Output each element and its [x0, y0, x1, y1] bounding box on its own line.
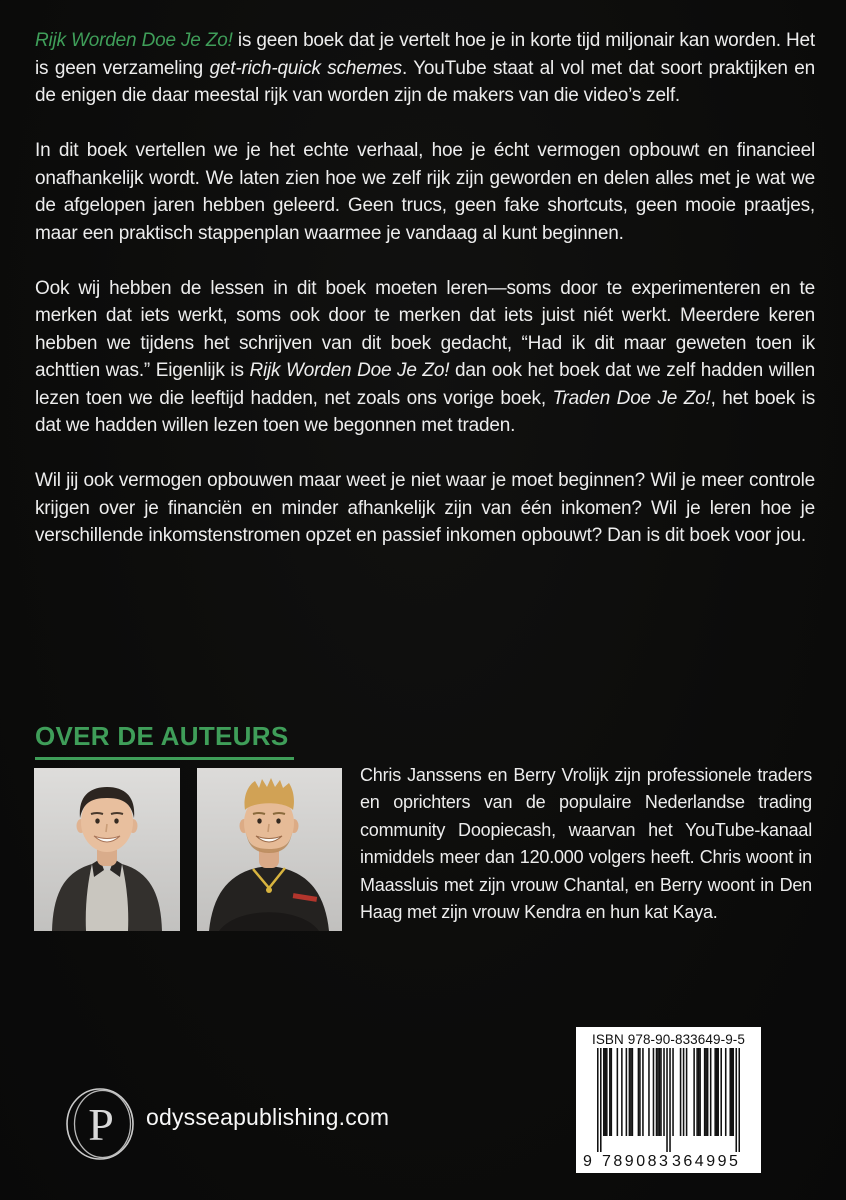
synopsis-italic-phrase: get-rich-quick schemes [209, 57, 402, 79]
book-title-inline: Rijk Worden Doe Je Zo! [35, 30, 233, 51]
synopsis-text: is geen boek dat je vertelt hoe je in korte tijd miljonair kan worden. Het is geen verzameling [35, 30, 815, 79]
isbn-label: ISBN 978-90-833649-9-5 [591, 1032, 746, 1047]
synopsis-paragraph-1 [35, 27, 815, 110]
book-title-inline: Rijk Worden Doe Je Zo! [249, 360, 450, 381]
previous-book-title-inline: Traden Doe Je Zo! [552, 387, 711, 409]
synopsis-paragraph-4: Wil jij ook vermogen opbouwen maar weet je niet waar je moet beginnen? Wil je meer controle krijgen over je financiën en minder afhankelijk zijn van één inkomen? Wil je leren hoe je verschillende inkomstenstromen opzet en passief inkomen opbouwt? Dan is dit boek voor jou. [35, 470, 815, 546]
authors-bio: Chris Janssens en Berry Vrolijk zijn professionele traders en oprichters van de populaire Nederlandse trading community Doopiecash, waarvan het YouTube-kanaal inmiddels meer dan 120.000 volgers heeft. Chris woont in Maassluis met zijn vrouw Chantal, en Berry woont in Den Haag met zijn vrouw Kendra en hun kat Kaya. [360, 765, 812, 923]
barcode-bars [597, 1048, 740, 1152]
barcode-digit-group: 9 [583, 1153, 592, 1170]
about-authors-heading: OVER DE AUTEURS [35, 721, 294, 760]
synopsis [35, 27, 815, 550]
synopsis-text: . YouTube staat al vol met dat soort praktijken en de enigen die daar meestal rijk van worden zijn de makers van die video’s zelf. [35, 57, 815, 106]
chris-portrait-illustration [34, 768, 180, 931]
odyssea-ring-icon [62, 1087, 138, 1161]
berry-portrait-illustration [197, 768, 342, 931]
svg-text:P: P [88, 1099, 114, 1150]
synopsis-paragraph-3 [35, 275, 815, 440]
publisher-website: odysseapublishing.com [146, 1104, 390, 1130]
author-photo-berry [197, 768, 342, 931]
author-photo-chris [34, 768, 180, 931]
barcode-digit-group: 364995 [672, 1153, 741, 1170]
synopsis-text: , het boek is dat we hadden willen lezen toen we begonnen met traden. [35, 387, 815, 436]
isbn-barcode [576, 1027, 761, 1173]
synopsis-text: dan ook het boek dat we zelf hadden willen lezen toen we die leeftijd hadden, net zoals ons vorige boek, [35, 360, 816, 409]
publisher-logo-icon [62, 1087, 138, 1161]
synopsis-paragraph-2: In dit boek vertellen we je het echte verhaal, hoe je écht vermogen opbouwt en financieel onafhankelijk wordt. We laten zien hoe we zelf rijk zijn geworden en delen alles met je wat we de afgelopen jaren hebben geleerd. Geen trucs, geen fake shortcuts, geen mooie praatjes, maar een praktisch stappenplan waarmee je vandaag al kunt beginnen. [35, 140, 815, 244]
barcode-digit-group: 789083 [602, 1153, 671, 1170]
synopsis-text: Ook wij hebben de lessen in dit boek moeten leren—soms door te experimenteren en te merken dat iets werkt, soms ook door te merken dat iets juist niét werkt. Meerdere keren hebben we tijdens het schrijven van dit boek gedacht, “Had ik dit maar geweten toen ik achttien was.” Eigenlijk is [35, 277, 815, 381]
